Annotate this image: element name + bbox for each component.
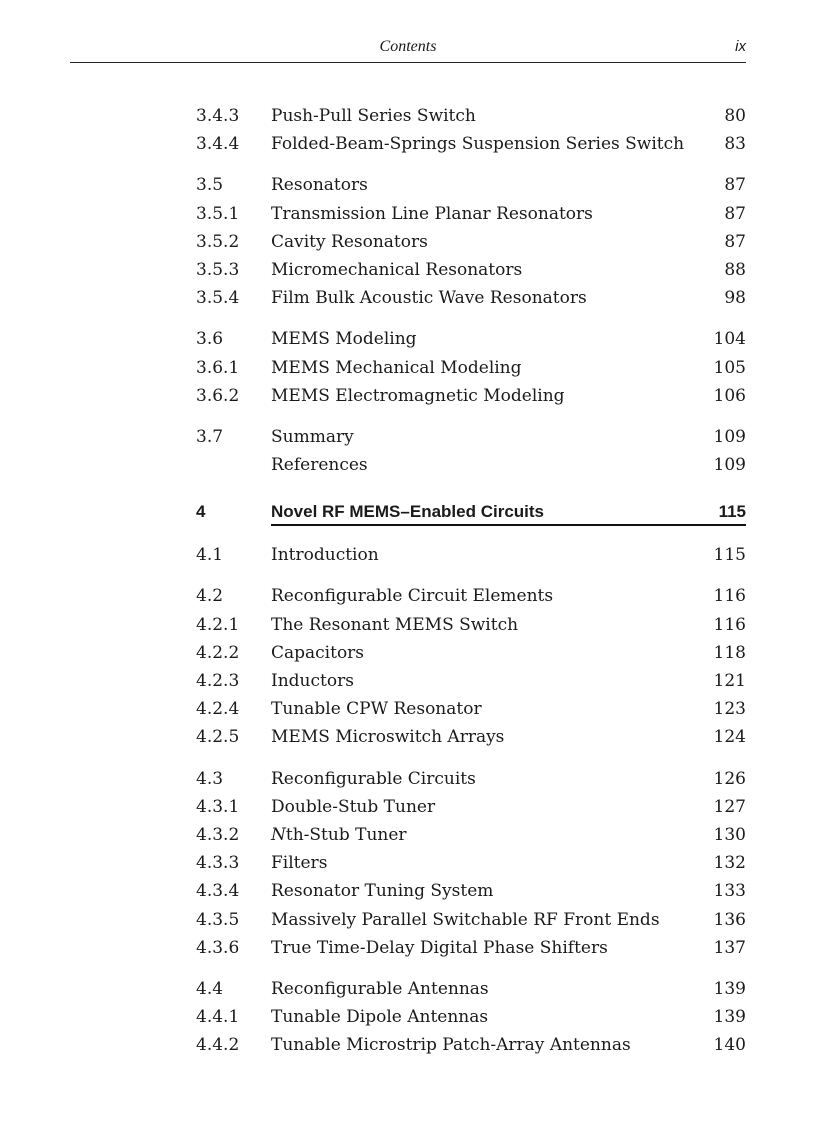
toc-entry-page: 87 (724, 175, 746, 196)
section-spacer (196, 569, 746, 582)
toc-entry (196, 695, 746, 723)
toc-entry-number: 4.1 (196, 545, 224, 566)
toc-entry-number: 3.4.4 (196, 134, 240, 155)
toc-entry-page: 124 (713, 727, 746, 748)
toc-entry (196, 1003, 746, 1031)
toc-entry-title: Tunable Dipole Antennas (271, 1007, 489, 1028)
toc-entry-number: 4.2.2 (196, 642, 240, 663)
chapter-page: 115 (718, 502, 746, 522)
toc-entry-title: True Time-Delay Digital Phase Shifters (271, 937, 608, 958)
toc-entry-title: References (271, 455, 368, 476)
toc-entry-page: 139 (713, 1007, 746, 1028)
toc-entry-number: 3.6 (196, 329, 224, 350)
toc-entry-title: Tunable Microstrip Patch-Array Antennas (271, 1035, 631, 1056)
toc-entry (196, 611, 746, 639)
running-title: Contents (379, 38, 437, 55)
toc-entry-number: 3.5.1 (196, 203, 240, 224)
toc-entry-number: 4.2.4 (196, 699, 240, 720)
toc-entry-number: 4.3.4 (196, 881, 240, 902)
page-number: ix (735, 38, 746, 55)
toc-entry (196, 849, 746, 877)
toc-entry-number: 3.6.2 (196, 385, 240, 406)
toc-entry-page: 133 (713, 881, 746, 902)
toc-entry-title: Cavity Resonators (271, 231, 428, 252)
chapter-spacer (196, 529, 746, 541)
page-header (70, 36, 746, 63)
section-spacer (196, 752, 746, 765)
chapter-number: 4 (196, 502, 206, 522)
toc-entry-title: MEMS Microswitch Arrays (271, 727, 505, 748)
table-of-contents (196, 102, 746, 1059)
toc-entry-number: 3.7 (196, 426, 224, 447)
toc-entry-number: 4.3.1 (196, 796, 240, 817)
toc-entry-title: Reconfigurable Circuits (271, 768, 476, 789)
toc-entry (196, 934, 746, 962)
toc-entry-page: 87 (724, 203, 746, 224)
toc-entry-number: 4.2 (196, 586, 224, 607)
toc-entry-page: 121 (713, 671, 746, 691)
toc-entry (196, 821, 746, 849)
toc-entry-title: Summary (271, 426, 354, 447)
toc-entry-number: 4.3.5 (196, 909, 240, 930)
toc-entry-number: 4.2.1 (196, 614, 240, 635)
toc-entry-number: 4.3 (196, 768, 224, 789)
toc-entry-number: 3.5.4 (196, 288, 240, 309)
toc-entry (196, 765, 746, 793)
toc-entry (196, 906, 746, 934)
toc-entry-page: 105 (713, 357, 746, 378)
toc-entry (196, 1031, 746, 1059)
toc-entry-title: Resonators (271, 175, 368, 196)
toc-entry-page: 137 (713, 937, 746, 958)
toc-entry-title: Push-Pull Series Switch (271, 106, 476, 126)
toc-entry-number: 4.4.2 (196, 1035, 240, 1056)
toc-entry (196, 451, 746, 479)
toc-entry-title: Reconfigurable Antennas (271, 978, 489, 999)
toc-entry-page: 140 (713, 1035, 746, 1056)
toc-entry-page: 109 (713, 426, 746, 447)
toc-entry-title: Folded-Beam-Springs Suspension Series Switch (271, 134, 685, 155)
toc-entry-number: 3.4.3 (196, 106, 240, 126)
toc-entry-number: 3.5 (196, 175, 224, 196)
toc-entry-number: 3.6.1 (196, 357, 240, 378)
toc-entry-title: Filters (271, 853, 328, 874)
section-spacer (196, 312, 746, 325)
toc-entry-page: 104 (713, 329, 746, 350)
toc-entry-title: Inductors (271, 671, 354, 691)
toc-entry (196, 723, 746, 751)
toc-entry-title: Capacitors (271, 642, 365, 663)
toc-entry-page: 88 (724, 259, 746, 280)
toc-entry-page: 118 (713, 642, 746, 663)
toc-entry-page: 109 (713, 455, 746, 476)
toc-entry-number: 4.3.2 (196, 824, 240, 845)
chapter-spacer (196, 479, 746, 499)
toc-entry-number: 4.4.1 (196, 1007, 240, 1028)
toc-entry-title: Tunable CPW Resonator (271, 699, 482, 720)
chapter-heading (196, 499, 746, 529)
toc-entry-page: 98 (724, 288, 746, 309)
toc-entry-page: 115 (713, 545, 746, 566)
toc-entry-number: 3.5.3 (196, 259, 240, 280)
toc-entry-page: 123 (713, 699, 746, 720)
toc-entry-title: MEMS Electromagnetic Modeling (271, 385, 565, 406)
section-spacer (196, 410, 746, 423)
toc-entry-title: Resonator Tuning System (271, 881, 494, 902)
toc-entry-page: 80 (724, 106, 746, 126)
toc-entry-title: Introduction (271, 545, 379, 566)
toc-entry-title: Micromechanical Resonators (271, 259, 523, 280)
toc-entry-title: Massively Parallel Switchable RF Front Ends (271, 909, 660, 930)
toc-entry-number: 4.3.3 (196, 853, 240, 874)
toc-entry (196, 877, 746, 905)
toc-entry-page: 87 (724, 231, 746, 252)
toc-entry-page: 126 (713, 768, 746, 789)
toc-entry-page: 127 (713, 796, 746, 817)
toc-entry-page: 106 (713, 385, 746, 406)
toc-entry (196, 639, 746, 667)
toc-entry (196, 382, 746, 410)
toc-entry-title: MEMS Modeling (271, 329, 417, 350)
toc-entry-title: Double-Stub Tuner (271, 796, 436, 817)
toc-entry-number: 4.3.6 (196, 937, 240, 958)
toc-entry-title: Reconfigurable Circuit Elements (271, 586, 554, 607)
toc-entry-number: 4.2.5 (196, 727, 240, 748)
toc-entry (196, 541, 746, 569)
toc-entry-number: 4.2.3 (196, 671, 240, 691)
toc-entry-page: 132 (713, 853, 746, 874)
toc-entry-number: 3.5.2 (196, 231, 240, 252)
toc-entry (196, 102, 746, 130)
chapter-title: Novel RF MEMS–Enabled Circuits (271, 502, 544, 522)
toc-entry (196, 423, 746, 451)
section-spacer (196, 962, 746, 975)
toc-entry-title: MEMS Mechanical Modeling (271, 357, 522, 378)
toc-entry-page: 130 (713, 824, 746, 845)
toc-entry-number: 4.4 (196, 978, 224, 999)
toc-entry (196, 284, 746, 312)
toc-entry-title: Film Bulk Acoustic Wave Resonators (271, 288, 587, 309)
toc-entry (196, 325, 746, 353)
toc-entry (196, 130, 746, 158)
toc-entry (196, 256, 746, 284)
toc-entry-page: 116 (713, 586, 746, 607)
toc-entry-title: The Resonant MEMS Switch (271, 614, 519, 635)
toc-entry (196, 975, 746, 1003)
toc-entry-title: Nth-Stub Tuner (271, 824, 407, 845)
toc-entry-page: 83 (724, 134, 746, 155)
toc-entry-page: 139 (713, 978, 746, 999)
toc-entry (196, 200, 746, 228)
chapter-underline (271, 524, 746, 526)
toc-entry-page: 136 (713, 909, 746, 930)
toc-entry (196, 667, 746, 695)
toc-entry (196, 171, 746, 199)
toc-entry-page: 116 (713, 614, 746, 635)
toc-entry (196, 793, 746, 821)
toc-entry (196, 354, 746, 382)
section-spacer (196, 158, 746, 171)
toc-entry (196, 228, 746, 256)
toc-entry-title: Transmission Line Planar Resonators (271, 203, 593, 224)
toc-entry (196, 582, 746, 610)
